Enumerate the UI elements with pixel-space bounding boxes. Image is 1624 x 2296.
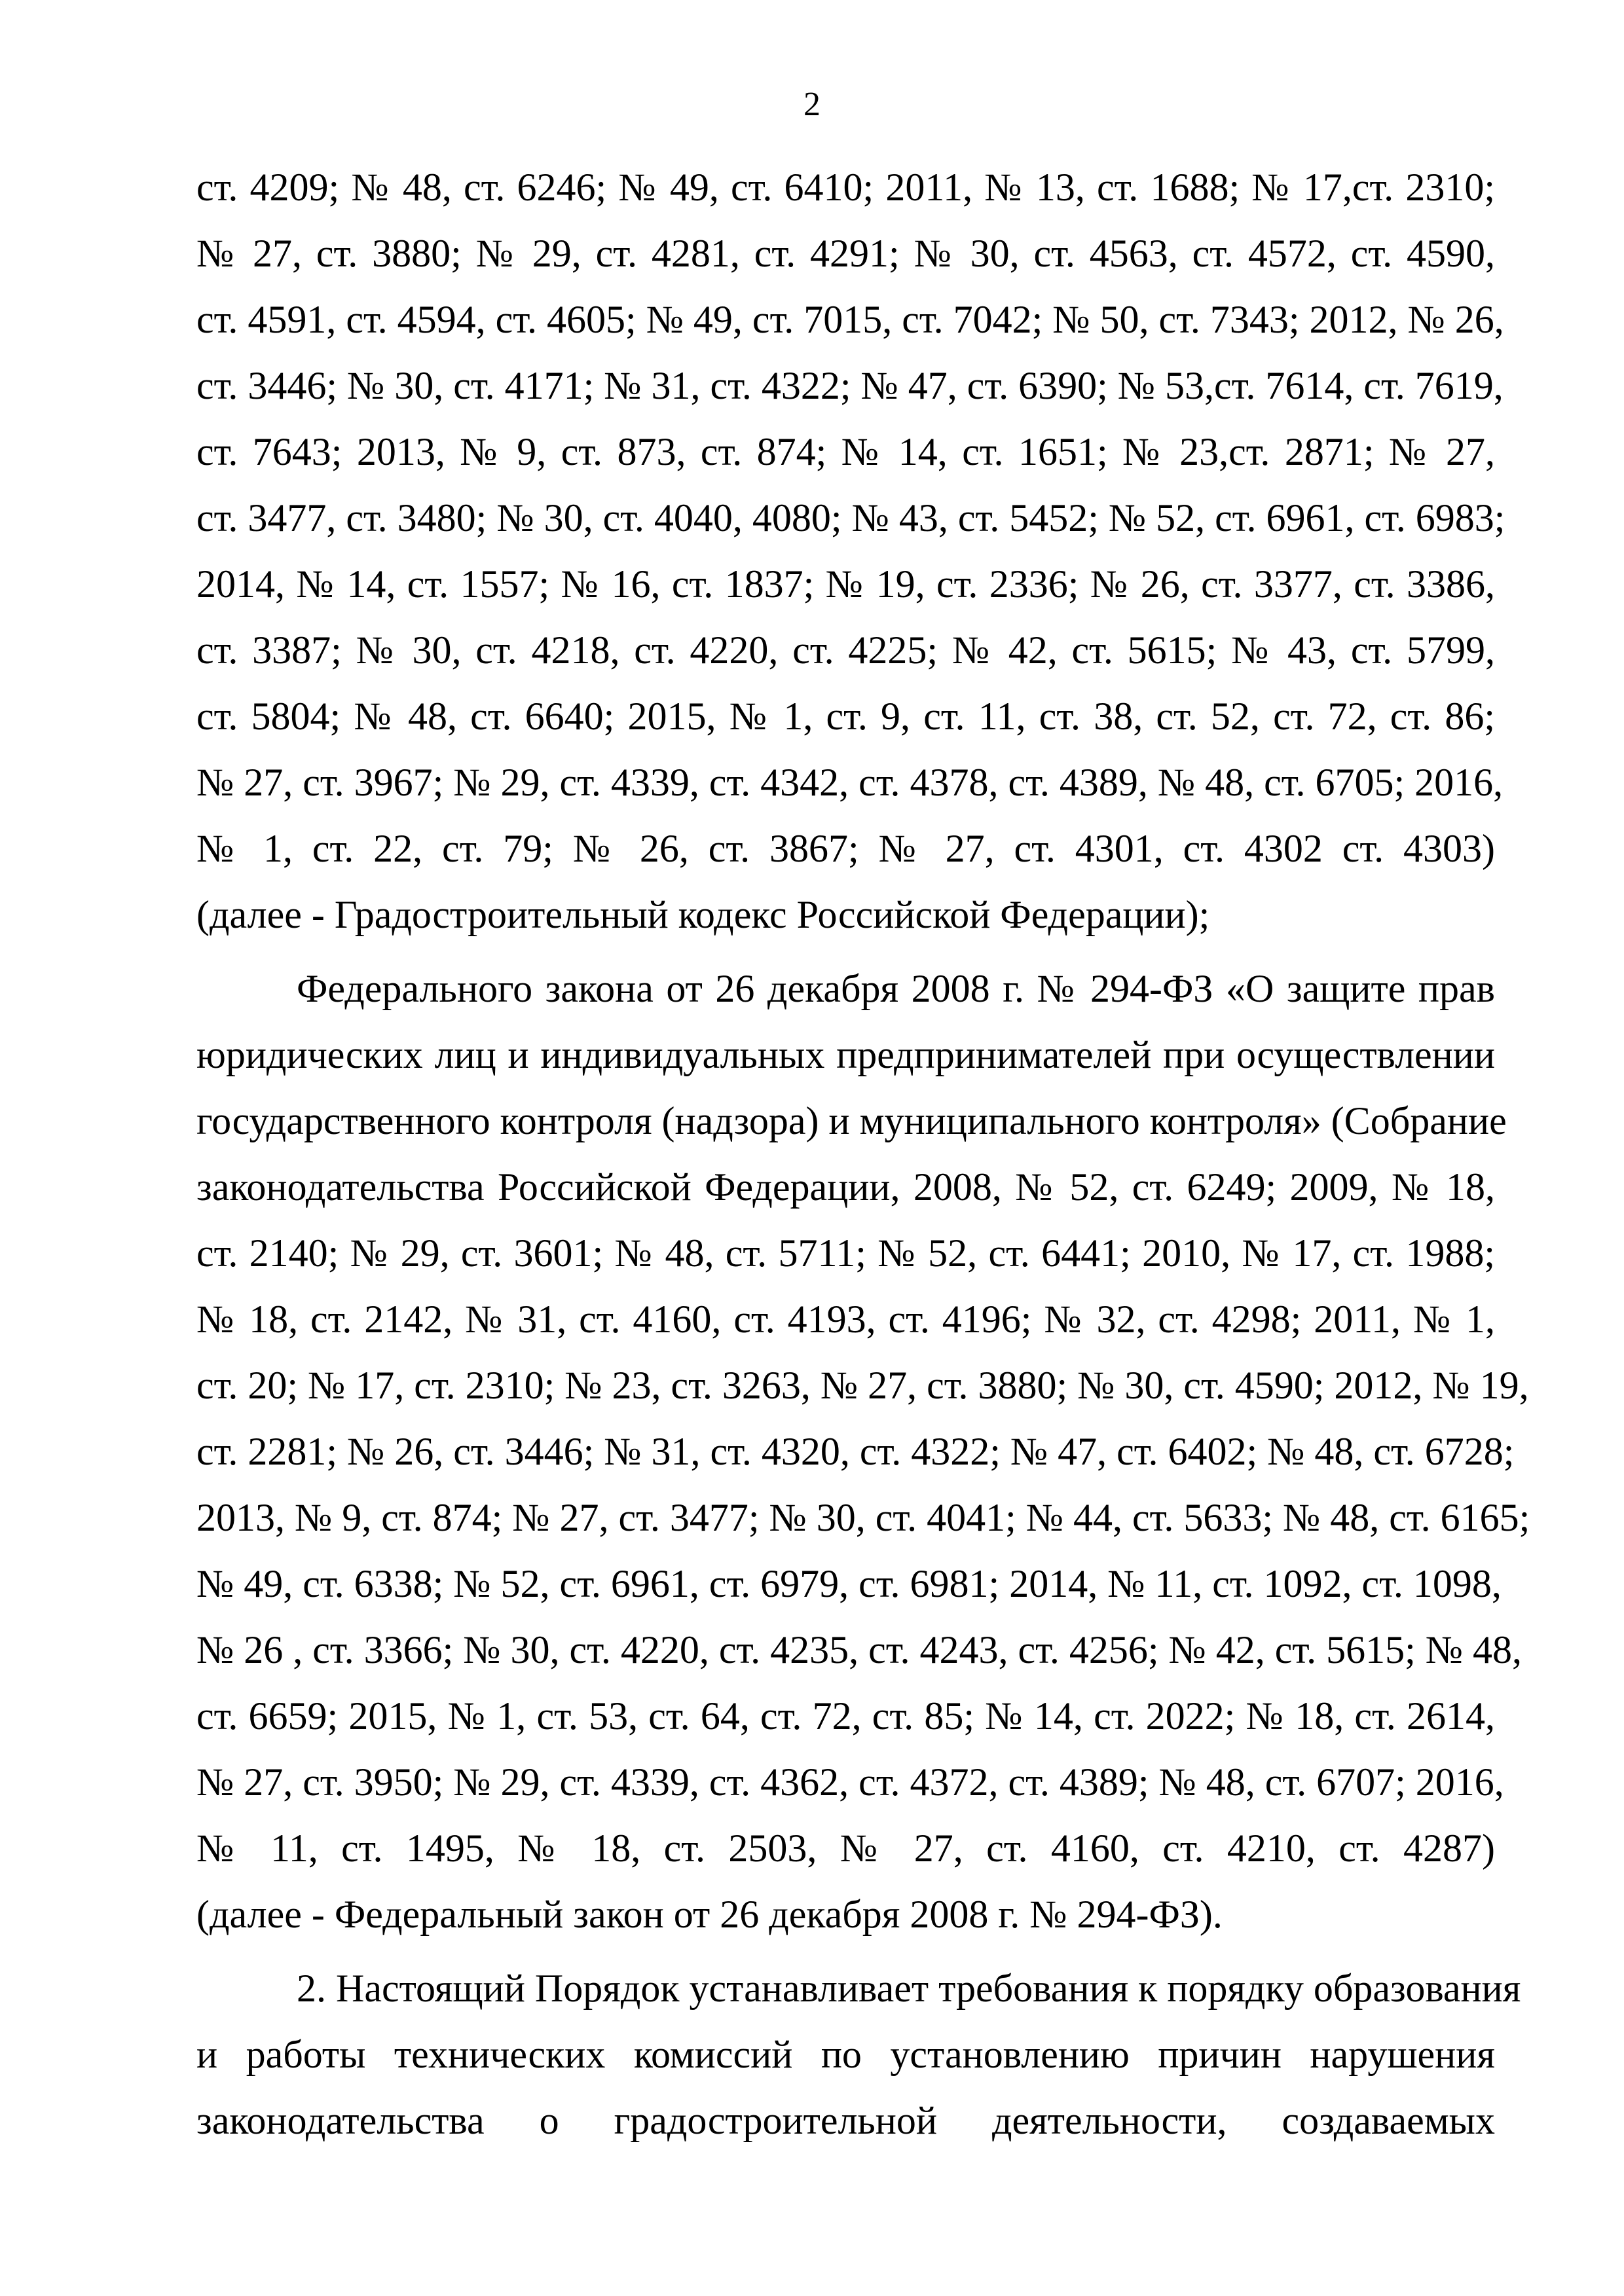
- text-line: № 1, ст. 22, ст. 79; № 26, ст. 3867; № 27, ст. 4301, ст. 4302 ст. 4303): [196, 827, 1495, 870]
- text-line: 2013, № 9, ст. 874; № 27, ст. 3477; № 30, ст. 4041; № 44, ст. 5633; № 48, ст. 6165;: [196, 1496, 1530, 1539]
- text-line: № 26 , ст. 3366; № 30, ст. 4220, ст. 4235, ст. 4243, ст. 4256; № 42, ст. 5615; № 48,: [196, 1628, 1522, 1671]
- text-line: 2. Настоящий Порядок устанавливает требования к порядку образования: [297, 1967, 1521, 2010]
- text-line: (далее - Федеральный закон от 26 декабря 2008 г. № 294-ФЗ).: [196, 1893, 1223, 1936]
- text-line: № 27, ст. 3880; № 29, ст. 4281, ст. 4291; № 30, ст. 4563, ст. 4572, ст. 4590,: [196, 232, 1495, 275]
- text-line: ст. 7643; 2013, № 9, ст. 873, ст. 874; № 14, ст. 1651; № 23,ст. 2871; № 27,: [196, 430, 1495, 473]
- text-line: 2014, № 14, ст. 1557; № 16, ст. 1837; № 19, ст. 2336; № 26, ст. 3377, ст. 3386,: [196, 562, 1495, 606]
- page-number: 2: [803, 86, 821, 123]
- text-line: № 27, ст. 3967; № 29, ст. 4339, ст. 4342, ст. 4378, ст. 4389, № 48, ст. 6705; 2016,: [196, 761, 1504, 804]
- text-line: ст. 3477, ст. 3480; № 30, ст. 4040, 4080; № 43, ст. 5452; № 52, ст. 6961, ст. 6983;: [196, 496, 1505, 539]
- text-line: № 27, ст. 3950; № 29, ст. 4339, ст. 4362, ст. 4372, ст. 4389; № 48, ст. 6707; 2016,: [196, 1760, 1504, 1804]
- paragraph-urban-planning-code-citation: [196, 155, 1505, 948]
- text-line: юридических лиц и индивидуальных предпринимателей при осуществлении: [196, 1033, 1495, 1076]
- text-line: ст. 20; № 17, ст. 2310; № 23, ст. 3263, № 27, ст. 3880; № 30, ст. 4590; 2012, № 19,: [196, 1364, 1529, 1407]
- text-line: (далее - Градостроительный кодекс Российской Федерации);: [196, 893, 1210, 936]
- text-line: ст. 3387; № 30, ст. 4218, ст. 4220, ст. 4225; № 42, ст. 5615; № 43, ст. 5799,: [196, 629, 1495, 672]
- text-line: ст. 5804; № 48, ст. 6640; 2015, № 1, ст. 9, ст. 11, ст. 38, ст. 52, ст. 72, ст. 86;: [196, 695, 1495, 738]
- document-body: [196, 155, 1530, 2154]
- text-line: законодательства о градостроительной деятельности, создаваемых: [196, 2099, 1495, 2142]
- text-line: законодательства Российской Федерации, 2008, № 52, ст. 6249; 2009, № 18,: [196, 1165, 1495, 1209]
- text-line: государственного контроля (надзора) и муниципального контроля» (Собрание: [196, 1099, 1507, 1142]
- text-line: и работы технических комиссий по установлению причин нарушения: [196, 2033, 1495, 2076]
- text-line: № 18, ст. 2142, № 31, ст. 4160, ст. 4193, ст. 4196; № 32, ст. 4298; 2011, № 1,: [196, 1298, 1495, 1341]
- text-line: ст. 4591, ст. 4594, ст. 4605; № 49, ст. 7015, ст. 7042; № 50, ст. 7343; 2012, № 26,: [196, 298, 1504, 341]
- paragraph-item-2: [196, 1956, 1521, 2154]
- text-line: ст. 2281; № 26, ст. 3446; № 31, ст. 4320, ст. 4322; № 47, ст. 6402; № 48, ст. 6728;: [196, 1430, 1515, 1473]
- text-line: № 11, ст. 1495, № 18, ст. 2503, № 27, ст. 4160, ст. 4210, ст. 4287): [196, 1827, 1495, 1870]
- text-line: ст. 3446; № 30, ст. 4171; № 31, ст. 4322; № 47, ст. 6390; № 53,ст. 7614, ст. 7619,: [196, 364, 1504, 407]
- text-line: № 49, ст. 6338; № 52, ст. 6961, ст. 6979, ст. 6981; 2014, № 11, ст. 1092, ст. 1098,: [196, 1562, 1502, 1605]
- paragraph-federal-law-294-citation: [196, 956, 1530, 1948]
- text-line: ст. 6659; 2015, № 1, ст. 53, ст. 64, ст. 72, ст. 85; № 14, ст. 2022; № 18, ст. 2614,: [196, 1694, 1495, 1738]
- text-line: ст. 2140; № 29, ст. 3601; № 48, ст. 5711; № 52, ст. 6441; 2010, № 17, ст. 1988;: [196, 1231, 1495, 1275]
- text-line: Федерального закона от 26 декабря 2008 г. № 294-ФЗ «О защите прав: [297, 967, 1495, 1010]
- text-line: ст. 4209; № 48, ст. 6246; № 49, ст. 6410; 2011, № 13, ст. 1688; № 17,ст. 2310;: [196, 166, 1495, 209]
